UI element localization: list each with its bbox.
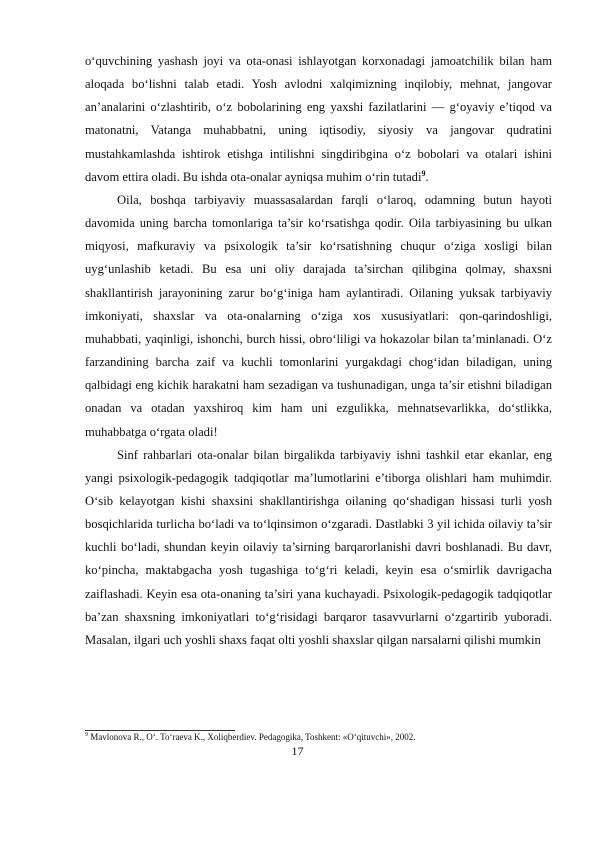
paragraph-1-tail: . bbox=[425, 169, 429, 184]
document-body bbox=[85, 50, 552, 652]
footnote-number: 9 bbox=[85, 732, 88, 738]
footnote bbox=[85, 731, 552, 743]
footnote-text: Mavlonova R., O‘. To‘raeva K., Xoliqberdiev. Pedagogika, Toshkent: «O‘qituvchi», 2002. bbox=[90, 732, 416, 742]
page-number: 17 bbox=[291, 744, 304, 758]
paragraph-3: Sinf rahbarlari ota-onalar bilan birgalikda tarbiyaviy ishni tashkil etar ekanlar, eng yangi psixologik-pedagogik tadqiqotlar ma’lumotlarini e’tiborga olishlari ham muhimdir. O‘sib kelayotgan kishi shaxsini shakllantirishga oilaning qo‘shadigan hissasi turli yosh bosqichlarida turlicha bo‘ladi va to‘lqinsimon o‘zgaradi. Dastlabki 3 yil ichida oilaviy ta’sir kuchli bo‘ladi, shundan keyin oilaviy ta’sirning barqarorlanishi davri boshlanadi. Bu davr, ko‘pincha, maktabgacha yosh tugashiga to‘g‘ri keladi, keyin esa o‘smirlik davrigacha zaiflashadi. Keyin esa ota-onaning ta’siri yana kuchayadi. Psixologik-pedagogik tadqiqotlar ba’zan shaxsning imkoniyatlari to‘g‘risidagi barqaror tasavvurlarni o‘zgartirib yuboradi. Masalan, ilgari uch yoshli shaxs faqat olti yoshli shaxslar qilgan narsalarni qilishi mumkin bbox=[85, 447, 552, 647]
paragraph-2: Oila, boshqa tarbiyaviy muassasalardan farqli o‘laroq, odamning butun hayoti davomida uning barcha tomonlariga ta’sir ko‘rsatishga qodir. Oila tarbiyasining bu ulkan miqyosi, mafkuraviy va psixologik ta’sir ko‘rsatishning chuqur o‘ziga xosligi bilan uyg‘unlashib ketadi. Bu esa uni oliy darajada ta’sirchan qilibgina qolmay, shaxsni shakllantirish jarayonining zarur bo‘g‘iniga ham aylantiradi. Oilaning yuksak tarbiyaviy imkoniyati, shaxslar va ota-onalarning o‘ziga xos xususiyatlari: qon-qarindoshligi, muhabbati, yaqinligi, ishonchi, burch hissi, obro‘liligi va hokazolar bilan ta’minlanadi. O‘z farzandining barcha zaif va kuchli tomonlarini yurgakdagi chog‘idan biladigan, uning qalbidagi eng kichik harakatni ham sezadigan va tushunadigan, unga ta’sir etishni biladigan onadan va otadan yaxshiroq kim ham uni ezgulikka, mehnatsevarlikka, do‘stlikka, muhabbatga o‘rgata oladi! bbox=[85, 192, 552, 439]
paragraph-1 bbox=[85, 50, 552, 189]
paragraph-1-text: o‘quvchining yashash joyi va ota-onasi ishlayotgan korxonadagi jamoatchilik bilan ham aloqada bo‘lishni talab etadi. Yosh avlodni xalqimizning inqilobiy, mehnat, jangovar an’analarini o‘zlashtirib, o‘z bobolarining eng yaxshi fazilatlarini — g‘oyaviy e’tiqod va matonatni, Vatanga muhabbatni, uning iqtisodiy, siyosiy va jangovar qudratini mustahkamlashda ishtirok etishga intilishni singdiribgina o‘z bobolari va otalari ishini davom ettira oladi. Bu ishda ota-onalar ayniqsa muhim o‘rin tutadi bbox=[85, 54, 552, 184]
footnote-reference[interactable]: 9 bbox=[421, 168, 426, 178]
